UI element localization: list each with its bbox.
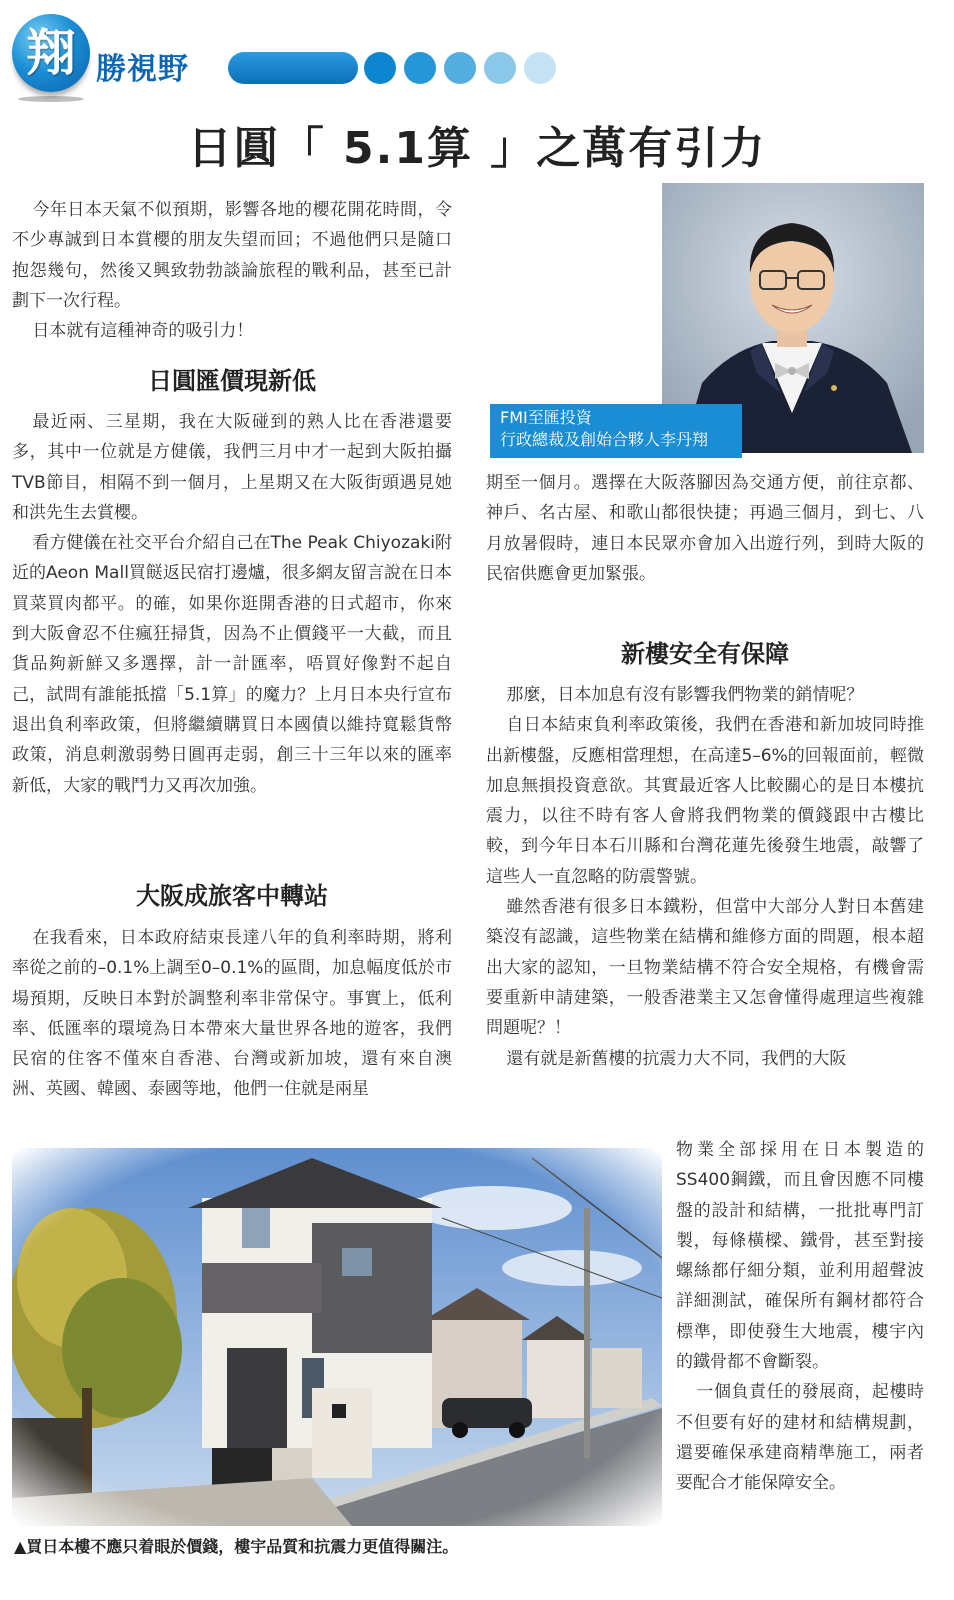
- section2-text: [12, 923, 452, 1105]
- house-photo-caption: ▲買日本樓不應只着眼於價錢，樓宇品質和抗震力更值得關注。: [14, 1537, 459, 1556]
- right-paragraph-6: 一個負責任的發展商，起樓時不但要有好的建材和結構規劃，還要確保承建商精準施工，兩者要配合才能保障安全。: [676, 1382, 924, 1494]
- section2-paragraph-1: 在我看來，日本政府結束長達八年的負利率時期，將利率從之前的–0.1%上調至0–0.1%的區間，加息幅度低於市場預期，反映日本對於調整利率非常保守。事實上，低利率、低匯率的環境為日本帶來大量世界各地的遊客，我們民宿的住客不僅來自香港、台灣或新加坡，還有來自澳洲、英國、韓國、泰國等地，他們一住就是兩星: [12, 928, 452, 1100]
- section1-text: [12, 407, 452, 801]
- column-header: [12, 14, 942, 109]
- right-paragraph-5-rest: 物業全部採用在日本製造的SS400鋼鐵，而且會因應不同樓盤的設計和結構，一批批專門訂製，每條橫樑、鐵骨，甚至對接螺絲都仔細分類，並利用超聲波詳細測試，確保所有鋼材都符合標準，即使發生大地震，樓宇內的鐵骨都不會斷裂。: [676, 1140, 924, 1373]
- header-dot-2: [404, 52, 436, 84]
- header-dot-5: [524, 52, 556, 84]
- house-photo: [12, 1148, 662, 1526]
- section-heading-1: 日圓匯價現新低: [148, 367, 316, 395]
- right-paragraph-4: 雖然香港有很多日本鐵粉，但當中大部分人對日本舊建築沒有認識，這些物業在結構和維修方面的問題，根本超出大家的認知，一旦物業結構不符合安全規格，有機會需要重新申請建築，一般香港業主又怎會懂得處理這些複雜問題呢？！: [486, 897, 924, 1039]
- intro-paragraph-2: 日本就有這種神奇的吸引力！: [32, 321, 254, 342]
- section1-paragraph-1: 最近兩、三星期，我在大阪碰到的熟人比在香港還要多，其中一位就是方健儀，我們三月中才一起到大阪拍攝TVB節目，相隔不到一個月，上星期又在大阪街頭遇見她和洪先生去賞櫻。: [12, 412, 452, 523]
- header-dot-4: [484, 52, 516, 84]
- section1-paragraph-2: 看方健儀在社交平台介紹自己在The Peak Chiyozaki附近的Aeon Mall買餸返民宿打邊爐，很多網友留言說在日本買菜買肉都平。的確，如果你逛開香港的日式超市，你來到大阪會忍不住瘋狂掃貨，因為不止價錢平一大截，而且貨品夠新鮮又多選擇，計一計匯率，唔買好像對不起自己，試問有誰能抵擋「5.1算」的魔力？上月日本央行宣布退出負利率政策，但將繼續購買日本國債以維持寬鬆貨幣政策，消息刺激弱勢日圓再走弱，創三十三年以來的匯率新低，大家的戰鬥力又再次加強。: [12, 533, 452, 796]
- right-paragraph-2: 那麼，日本加息有沒有影響我們物業的銷情呢？: [506, 685, 864, 705]
- column-name: 勝視野: [96, 52, 189, 87]
- house-illustration: [12, 1148, 662, 1526]
- section-heading-3: 新樓安全有保障: [621, 640, 789, 668]
- logo-shadow: [18, 96, 84, 102]
- intro-paragraph-1: 今年日本天氣不似預期，影響各地的櫻花開花時間，令不少專誠到日本賞櫻的朋友失望而回；不過他們只是隨口抱怨幾句，然後又興致勃勃談論旅程的戰利品，甚至已計劃下一次行程。: [12, 200, 452, 311]
- logo-char: 翔: [26, 24, 76, 82]
- right-paragraph-1: 期至一個月。選擇在大阪落腳因為交通方便，前往京都、神戶、名古屋、和歌山都很快捷；再過三個月，到七、八月放暑假時，連日本民眾亦會加入出遊行列，到時大阪的民宿供應會更加緊張。: [486, 473, 924, 584]
- right-paragraph-3: 自日本結束負利率政策後，我們在香港和新加坡同時推出新樓盤，反應相當理想，在高達5–6%的回報面前，輕微加息無損投資意欲。其實最近客人比較關心的是日本樓抗震力，以往不時有客人會將我們物業的價錢跟中古樓比較，到今年日本石川縣和台灣花蓮先後發生地震，敲響了這些人一直忽略的防震警號。: [486, 715, 924, 887]
- portrait-caption: [486, 404, 742, 458]
- right-paragraph-5-first: 還有就是新舊樓的抗震力大不同，我們的大阪: [506, 1048, 847, 1069]
- right-column-text-3: [676, 1135, 924, 1499]
- right-column-text-2: [486, 680, 924, 1074]
- right-column-text-1: [486, 468, 924, 589]
- caption-title: 行政總裁及創始合夥人李丹翔: [500, 430, 709, 449]
- header-dot-3: [444, 52, 476, 84]
- header-dot-1: [364, 52, 396, 84]
- header-bar: [228, 52, 358, 84]
- section-heading-2: 大阪成旅客中轉站: [136, 882, 328, 910]
- article-headline: 日圓「 5.1算 」之萬有引力: [187, 123, 767, 174]
- intro-text: [12, 195, 452, 346]
- caption-company: FMI至匯投資: [500, 408, 592, 427]
